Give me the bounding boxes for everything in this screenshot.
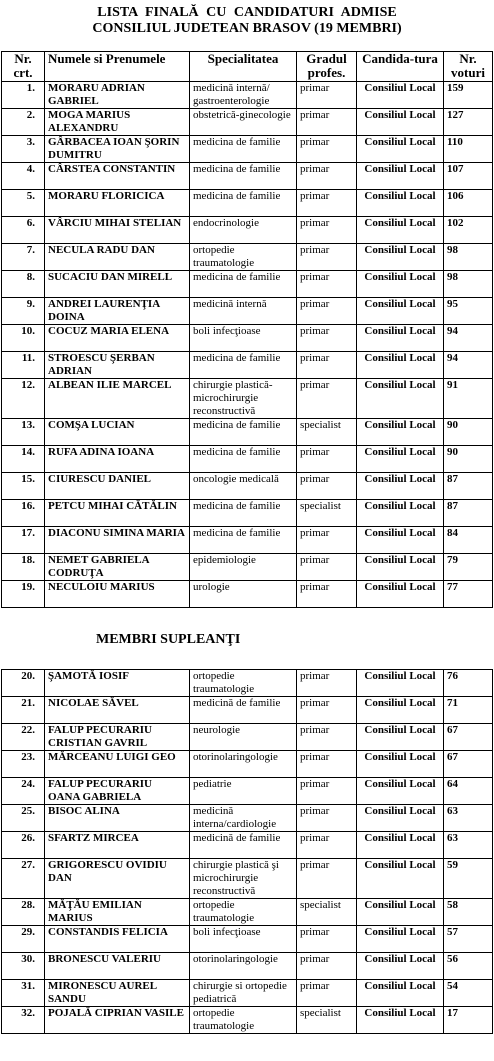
professional-grade: primar — [297, 554, 357, 581]
specialty: boli infecţioase — [190, 325, 297, 352]
row-number: 14. — [2, 446, 45, 473]
professional-grade: primar — [297, 751, 357, 778]
specialty: medicina de familie — [190, 419, 297, 446]
table-row — [2, 670, 493, 697]
candidate-name: PETCU MIHAI CĂTĂLIN — [45, 500, 190, 527]
specialty: medicină internă/ gastroenterologie — [190, 82, 297, 109]
candidacy: Consiliul Local — [357, 980, 444, 1007]
row-number: 9. — [2, 298, 45, 325]
header-nr: Nr. crt. — [2, 52, 45, 82]
table-row — [2, 109, 493, 136]
members-table — [1, 51, 493, 608]
candidacy: Consiliul Local — [357, 527, 444, 554]
row-number: 24. — [2, 778, 45, 805]
candidacy: Consiliul Local — [357, 109, 444, 136]
professional-grade: primar — [297, 82, 357, 109]
table-row — [2, 832, 493, 859]
specialty: medicina de familie — [190, 163, 297, 190]
table-row — [2, 379, 493, 419]
professional-grade: specialist — [297, 899, 357, 926]
table-row — [2, 778, 493, 805]
row-number: 2. — [2, 109, 45, 136]
vote-count: 110 — [444, 136, 493, 163]
professional-grade: primar — [297, 136, 357, 163]
header-candidacy: Candida-tura — [357, 52, 444, 82]
candidacy: Consiliul Local — [357, 190, 444, 217]
professional-grade: primar — [297, 805, 357, 832]
specialty: medicina de familie — [190, 446, 297, 473]
table-row — [2, 1007, 493, 1034]
table-row — [2, 751, 493, 778]
candidacy: Consiliul Local — [357, 325, 444, 352]
candidate-name: CÂRSTEA CONSTANTIN — [45, 163, 190, 190]
members-body — [2, 82, 493, 608]
vote-count: 91 — [444, 379, 493, 419]
header-specialty: Specialitatea — [190, 52, 297, 82]
header-name: Numele si Prenumele — [45, 52, 190, 82]
specialty: ortopedie traumatologie — [190, 670, 297, 697]
specialty: medicina de familie — [190, 271, 297, 298]
vote-count: 95 — [444, 298, 493, 325]
professional-grade: primar — [297, 298, 357, 325]
professional-grade: primar — [297, 697, 357, 724]
specialty: medicina de familie — [190, 527, 297, 554]
candidacy: Consiliul Local — [357, 832, 444, 859]
specialty: medicină de familie — [190, 697, 297, 724]
professional-grade: primar — [297, 832, 357, 859]
row-number: 22. — [2, 724, 45, 751]
specialty: medicina de familie — [190, 352, 297, 379]
candidate-name: COMŞA LUCIAN — [45, 419, 190, 446]
vote-count: 54 — [444, 980, 493, 1007]
row-number: 6. — [2, 217, 45, 244]
row-number: 11. — [2, 352, 45, 379]
substitutes-heading: MEMBRI SUPLEANŢI — [96, 632, 241, 647]
candidate-name: MĂŢĂU EMILIAN MARIUS — [45, 899, 190, 926]
specialty: ortopedie traumatologie — [190, 899, 297, 926]
row-number: 16. — [2, 500, 45, 527]
professional-grade: specialist — [297, 500, 357, 527]
row-number: 13. — [2, 419, 45, 446]
candidate-name: NICOLAE SĂVEL — [45, 697, 190, 724]
row-number: 23. — [2, 751, 45, 778]
vote-count: 59 — [444, 859, 493, 899]
table-row — [2, 217, 493, 244]
specialty: medicină internă — [190, 298, 297, 325]
document-title: LISTA FINALĂ CU CANDIDATURI ADMISE — [97, 5, 397, 20]
professional-grade: primar — [297, 244, 357, 271]
table-row — [2, 244, 493, 271]
candidate-name: NECULA RADU DAN — [45, 244, 190, 271]
table-row — [2, 805, 493, 832]
row-number: 27. — [2, 859, 45, 899]
vote-count: 71 — [444, 697, 493, 724]
professional-grade: primar — [297, 163, 357, 190]
candidate-name: CONSTANDIS FELICIA — [45, 926, 190, 953]
professional-grade: primar — [297, 271, 357, 298]
candidate-name: ANDREI LAURENŢIA DOINA — [45, 298, 190, 325]
table-row — [2, 298, 493, 325]
table-row — [2, 724, 493, 751]
professional-grade: primar — [297, 581, 357, 608]
specialty: chirurgie si ortopedie pediatrică — [190, 980, 297, 1007]
table-row — [2, 325, 493, 352]
candidacy: Consiliul Local — [357, 778, 444, 805]
candidate-name: STROESCU ŞERBAN ADRIAN — [45, 352, 190, 379]
candidacy: Consiliul Local — [357, 899, 444, 926]
table-row — [2, 697, 493, 724]
candidate-name: FALUP PECURARIU CRISTIAN GAVRIL — [45, 724, 190, 751]
candidacy: Consiliul Local — [357, 581, 444, 608]
header-votes: Nr. voturi — [444, 52, 493, 82]
specialty: pediatrie — [190, 778, 297, 805]
table-row — [2, 163, 493, 190]
row-number: 7. — [2, 244, 45, 271]
specialty: chirurgie plastică şi microchirurgie reconstructivă — [190, 859, 297, 899]
professional-grade: primar — [297, 980, 357, 1007]
candidacy: Consiliul Local — [357, 953, 444, 980]
professional-grade: primar — [297, 352, 357, 379]
table-row — [2, 980, 493, 1007]
table-row — [2, 926, 493, 953]
candidate-name: ŞAMOTĂ IOSIF — [45, 670, 190, 697]
candidate-name: GRIGORESCU OVIDIU DAN — [45, 859, 190, 899]
candidacy: Consiliul Local — [357, 419, 444, 446]
candidate-name: FALUP PECURARIU OANA GABRIELA — [45, 778, 190, 805]
table-row — [2, 190, 493, 217]
table-row — [2, 953, 493, 980]
specialty: chirurgie plastică-microchirurgie reconstructivă — [190, 379, 297, 419]
professional-grade: specialist — [297, 1007, 357, 1034]
professional-grade: primar — [297, 217, 357, 244]
candidacy: Consiliul Local — [357, 724, 444, 751]
professional-grade: primar — [297, 379, 357, 419]
candidacy: Consiliul Local — [357, 271, 444, 298]
candidacy: Consiliul Local — [357, 473, 444, 500]
vote-count: 87 — [444, 500, 493, 527]
row-number: 31. — [2, 980, 45, 1007]
specialty: medicina de familie — [190, 190, 297, 217]
candidacy: Consiliul Local — [357, 500, 444, 527]
specialty: oncologie medicală — [190, 473, 297, 500]
table-row — [2, 899, 493, 926]
row-number: 8. — [2, 271, 45, 298]
vote-count: 56 — [444, 953, 493, 980]
vote-count: 67 — [444, 724, 493, 751]
row-number: 17. — [2, 527, 45, 554]
vote-count: 79 — [444, 554, 493, 581]
row-number: 26. — [2, 832, 45, 859]
vote-count: 57 — [444, 926, 493, 953]
row-number: 10. — [2, 325, 45, 352]
row-number: 5. — [2, 190, 45, 217]
candidate-name: MORARU FLORICICA — [45, 190, 190, 217]
specialty: otorinolaringologie — [190, 751, 297, 778]
table-row — [2, 859, 493, 899]
candidate-name: CIURESCU DANIEL — [45, 473, 190, 500]
candidate-name: BRONESCU VALERIU — [45, 953, 190, 980]
candidacy: Consiliul Local — [357, 298, 444, 325]
row-number: 1. — [2, 82, 45, 109]
vote-count: 159 — [444, 82, 493, 109]
specialty: urologie — [190, 581, 297, 608]
row-number: 30. — [2, 953, 45, 980]
candidate-name: POJALĂ CIPRIAN VASILE — [45, 1007, 190, 1034]
row-number: 12. — [2, 379, 45, 419]
vote-count: 106 — [444, 190, 493, 217]
candidacy: Consiliul Local — [357, 670, 444, 697]
candidacy: Consiliul Local — [357, 217, 444, 244]
candidacy: Consiliul Local — [357, 697, 444, 724]
vote-count: 107 — [444, 163, 493, 190]
candidate-name: SUCACIU DAN MIRELL — [45, 271, 190, 298]
candidate-name: MOGA MARIUS ALEXANDRU — [45, 109, 190, 136]
table-row — [2, 136, 493, 163]
candidacy: Consiliul Local — [357, 554, 444, 581]
candidate-name: ALBEAN ILIE MARCEL — [45, 379, 190, 419]
candidacy: Consiliul Local — [357, 136, 444, 163]
candidate-name: NEMET GABRIELA CODRUŢA — [45, 554, 190, 581]
candidate-name: NECULOIU MARIUS — [45, 581, 190, 608]
candidacy: Consiliul Local — [357, 926, 444, 953]
professional-grade: primar — [297, 190, 357, 217]
candidacy: Consiliul Local — [357, 82, 444, 109]
vote-count: 102 — [444, 217, 493, 244]
vote-count: 90 — [444, 446, 493, 473]
row-number: 19. — [2, 581, 45, 608]
candidacy: Consiliul Local — [357, 859, 444, 899]
specialty: medicină interna/cardiologie — [190, 805, 297, 832]
table-row — [2, 419, 493, 446]
document-subtitle: CONSILIUL JUDETEAN BRASOV (19 MEMBRI) — [92, 21, 402, 36]
row-number: 21. — [2, 697, 45, 724]
vote-count: 76 — [444, 670, 493, 697]
table-row — [2, 554, 493, 581]
professional-grade: primar — [297, 325, 357, 352]
specialty: obstetrică-ginecologie — [190, 109, 297, 136]
professional-grade: primar — [297, 778, 357, 805]
table-row — [2, 271, 493, 298]
candidate-name: VÂRCIU MIHAI STELIAN — [45, 217, 190, 244]
table-row — [2, 82, 493, 109]
vote-count: 63 — [444, 805, 493, 832]
candidacy: Consiliul Local — [357, 163, 444, 190]
substitutes-body — [2, 670, 493, 1034]
professional-grade: primar — [297, 724, 357, 751]
professional-grade: primar — [297, 859, 357, 899]
candidate-name: SFARTZ MIRCEA — [45, 832, 190, 859]
table-header-row — [2, 52, 493, 82]
candidacy: Consiliul Local — [357, 446, 444, 473]
professional-grade: primar — [297, 473, 357, 500]
professional-grade: primar — [297, 109, 357, 136]
candidate-name: GÂRBACEA IOAN ŞORIN DUMITRU — [45, 136, 190, 163]
vote-count: 84 — [444, 527, 493, 554]
vote-count: 64 — [444, 778, 493, 805]
vote-count: 58 — [444, 899, 493, 926]
row-number: 15. — [2, 473, 45, 500]
table-row — [2, 473, 493, 500]
specialty: medicina de familie — [190, 136, 297, 163]
specialty: epidemiologie — [190, 554, 297, 581]
candidacy: Consiliul Local — [357, 805, 444, 832]
substitutes-table — [1, 669, 493, 1034]
specialty: boli infecţioase — [190, 926, 297, 953]
candidacy: Consiliul Local — [357, 379, 444, 419]
specialty: otorinolaringologie — [190, 953, 297, 980]
candidate-name: MIRONESCU AUREL SANDU — [45, 980, 190, 1007]
vote-count: 17 — [444, 1007, 493, 1034]
professional-grade: primar — [297, 527, 357, 554]
professional-grade: primar — [297, 953, 357, 980]
vote-count: 90 — [444, 419, 493, 446]
candidate-name: MĂRCEANU LUIGI GEO — [45, 751, 190, 778]
row-number: 4. — [2, 163, 45, 190]
candidate-name: BISOC ALINA — [45, 805, 190, 832]
vote-count: 94 — [444, 325, 493, 352]
candidate-name: COCUZ MARIA ELENA — [45, 325, 190, 352]
vote-count: 98 — [444, 244, 493, 271]
candidacy: Consiliul Local — [357, 352, 444, 379]
row-number: 20. — [2, 670, 45, 697]
candidacy: Consiliul Local — [357, 244, 444, 271]
row-number: 29. — [2, 926, 45, 953]
table-row — [2, 352, 493, 379]
header-grade: Gradul profes. — [297, 52, 357, 82]
row-number: 32. — [2, 1007, 45, 1034]
specialty: medicina de familie — [190, 500, 297, 527]
table-row — [2, 581, 493, 608]
specialty: ortopedie traumatologie — [190, 244, 297, 271]
vote-count: 94 — [444, 352, 493, 379]
professional-grade: specialist — [297, 419, 357, 446]
vote-count: 87 — [444, 473, 493, 500]
row-number: 25. — [2, 805, 45, 832]
table-row — [2, 500, 493, 527]
row-number: 28. — [2, 899, 45, 926]
candidacy: Consiliul Local — [357, 1007, 444, 1034]
vote-count: 67 — [444, 751, 493, 778]
candidate-name: MORARU ADRIAN GABRIEL — [45, 82, 190, 109]
row-number: 3. — [2, 136, 45, 163]
candidate-name: DIACONU SIMINA MARIA — [45, 527, 190, 554]
specialty: medicină de familie — [190, 832, 297, 859]
specialty: neurologie — [190, 724, 297, 751]
row-number: 18. — [2, 554, 45, 581]
specialty: endocrinologie — [190, 217, 297, 244]
candidate-name: RUFA ADINA IOANA — [45, 446, 190, 473]
vote-count: 98 — [444, 271, 493, 298]
vote-count: 63 — [444, 832, 493, 859]
vote-count: 127 — [444, 109, 493, 136]
table-row — [2, 527, 493, 554]
professional-grade: primar — [297, 926, 357, 953]
professional-grade: primar — [297, 670, 357, 697]
vote-count: 77 — [444, 581, 493, 608]
specialty: ortopedie traumatologie — [190, 1007, 297, 1034]
table-row — [2, 446, 493, 473]
professional-grade: primar — [297, 446, 357, 473]
candidacy: Consiliul Local — [357, 751, 444, 778]
